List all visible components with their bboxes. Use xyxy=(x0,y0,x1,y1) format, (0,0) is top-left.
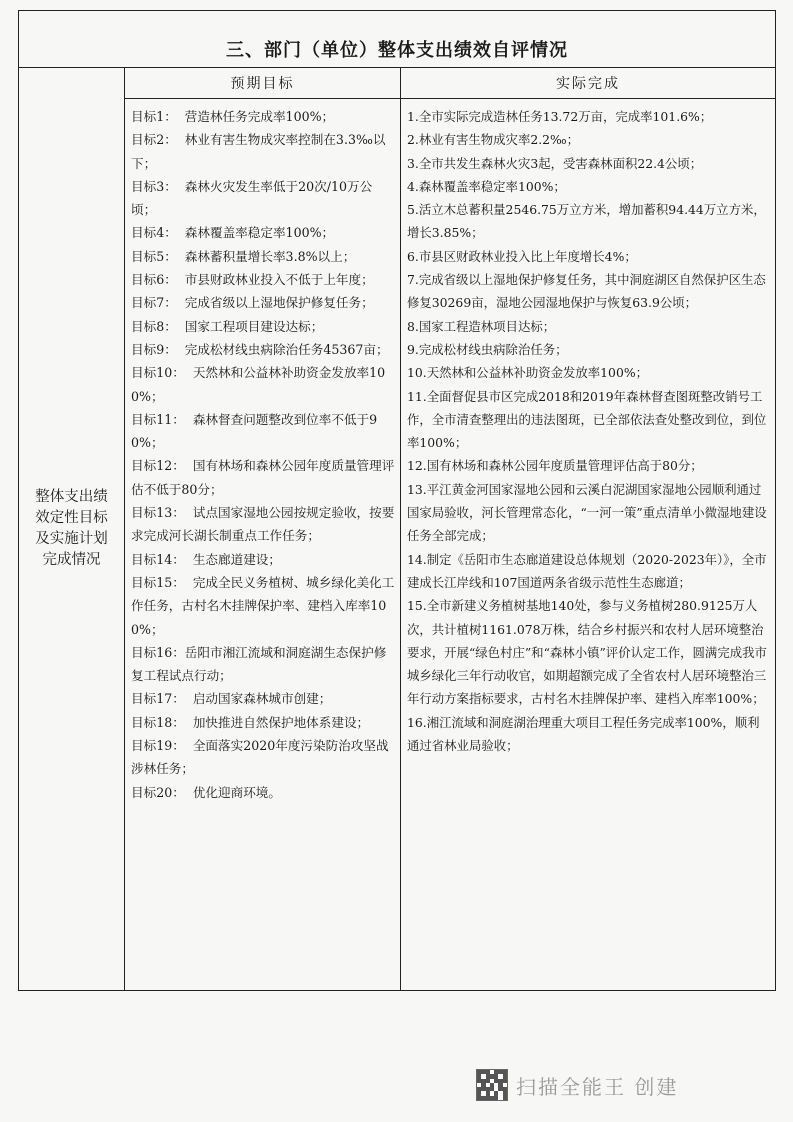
actual-results-cell xyxy=(401,99,776,991)
actual-result-item: 11.全面督促县市区完成2018和2019年森林督查图斑整改销号工作，全市清查整理出的违法图斑，已全部依法查处整改到位，到位率100%； xyxy=(407,388,767,451)
expected-goal-item: 目标17： 启动国家森林城市创建； xyxy=(131,691,332,707)
actual-result-item: 13.平江黄金河国家湿地公园和云溪白泥湖国家湿地公园顺利通过国家局验收，河长管理常态化，“一河一策”重点清单小微湿地建设任务全部完成； xyxy=(407,481,767,544)
expected-goal-item: 目标3： 森林火灾发生率低于20次/10万公顷； xyxy=(131,178,373,218)
actual-results-list xyxy=(407,105,771,757)
expected-goal-item: 目标19： 全面落实2020年度污染防治攻坚战涉林任务； xyxy=(131,738,389,777)
actual-result-item: 14.制定《岳阳市生态廊道建设总体规划（2020-2023年）》，全市建成长江岸线和107国道两条省级示范性生态廊道； xyxy=(407,551,767,590)
expected-goals-cell xyxy=(125,99,401,991)
actual-result-item: 3.全市共发生森林火灾3起，受害森林面积22.4公顷； xyxy=(407,155,703,171)
expected-goal-item: 目标20： 优化迎商环境。 xyxy=(131,784,281,800)
actual-result-item: 12.国有林场和森林公园年度质量管理评估高于80分； xyxy=(407,458,703,474)
table-title: 三、部门（单位）整体支出绩效自评情况 xyxy=(19,11,776,68)
actual-result-item: 10.天然林和公益林补助资金发放率100%； xyxy=(407,365,648,381)
expected-goal-item: 目标6： 市县财政林业投入不低于上年度； xyxy=(131,272,374,288)
actual-result-item: 16.湘江流域和洞庭湖治理重大项目工程任务完成率100%，顺利通过省林业局验收； xyxy=(407,714,760,754)
category-line: 完成情况 xyxy=(42,552,101,568)
evaluation-table xyxy=(18,10,776,991)
expected-goal-item: 目标13： 试点国家湿地公园按规定验收，按要求完成河长湖长制重点工作任务； xyxy=(131,505,395,544)
actual-result-item: 7.完成省级以上湿地保护修复任务，其中洞庭湖区自然保护区生态修复30269亩，湿地公园湿地保护与恢复63.9公顷； xyxy=(407,272,766,311)
expected-goal-item: 目标2： 林业有害生物成灾率控制在3.3‰以下； xyxy=(131,132,386,171)
expected-goal-item: 目标18： 加快推进自然保护地体系建设； xyxy=(131,714,370,730)
expected-goal-item: 目标4： 森林覆盖率稳定率100%； xyxy=(131,225,335,241)
actual-result-item: 1.全市实际完成造林任务13.72万亩，完成率101.6%； xyxy=(407,109,713,124)
category-line: 整体支出绩 xyxy=(35,489,108,505)
expected-goal-item: 目标16：岳阳市湘江流域和洞庭湖生态保护修复工程试点行动； xyxy=(131,644,387,684)
actual-result-item: 9.完成松材线虫病除治任务； xyxy=(407,341,568,357)
watermark-text: 扫描全能王 创建 xyxy=(516,1074,679,1099)
category-line: 及实施计划 xyxy=(35,531,108,547)
expected-goal-item: 目标7： 完成省级以上湿地保护修复任务； xyxy=(131,295,374,311)
actual-result-item: 2.林业有害生物成灾率2.2‰； xyxy=(407,132,580,148)
category-line: 效定性目标 xyxy=(35,510,108,526)
qr-code-icon xyxy=(476,1069,508,1101)
actual-result-item: 15.全市新建义务植树基地140处，参与义务植树280.9125万人次，共计植树1161.078万株，结合乡村振兴和农村人居环境整治要求，开展“绿色村庄”和“森林小镇”评价认定工作，圆满完成我市城乡绿化三年行动收官，如期超额完成了全省农村人居环境整治三年行动方案指标要求，古村名木挂牌保护率、建档入库率100%； xyxy=(407,598,767,707)
expected-goal-item: 目标12： 国有林场和森林公园年度质量管理评估不低于80分； xyxy=(131,458,395,497)
actual-result-item: 4.森林覆盖率稳定率100%； xyxy=(407,178,566,194)
actual-header: 实际完成 xyxy=(401,68,776,99)
expected-goal-item: 目标14： 生态廊道建设； xyxy=(131,551,281,567)
expected-goal-item: 目标15： 完成全民义务植树、城乡绿化美化工作任务，古村名木挂牌保护率、建档入库率100%； xyxy=(131,574,395,637)
actual-result-item: 6.市县区财政林业投入比上年度增长4%； xyxy=(407,248,637,264)
expected-goal-item: 目标1： 营造林任务完成率100%； xyxy=(131,109,335,124)
actual-result-item: 8.国家工程造林项目达标； xyxy=(407,318,556,334)
expected-goals-list xyxy=(131,105,396,804)
expected-goal-item: 目标5： 森林蓄积量增长率3.8%以上； xyxy=(131,248,356,264)
expected-goal-item: 目标11： 森林督查问题整改到位率不低于90%； xyxy=(131,411,378,451)
actual-result-item: 5.活立木总蓄积量2546.75万立方米，增加蓄积94.44万立方米，增长3.85%； xyxy=(407,202,766,241)
category-cell xyxy=(19,68,125,991)
expected-goal-item: 目标9： 完成松材线虫病除治任务45367亩； xyxy=(131,341,389,357)
expected-goal-item: 目标10： 天然林和公益林补助资金发放率100%； xyxy=(131,365,386,404)
expected-goal-item: 目标8： 国家工程项目建设达标； xyxy=(131,318,324,334)
expected-header: 预期目标 xyxy=(125,68,401,99)
scanner-watermark xyxy=(476,1068,678,1102)
